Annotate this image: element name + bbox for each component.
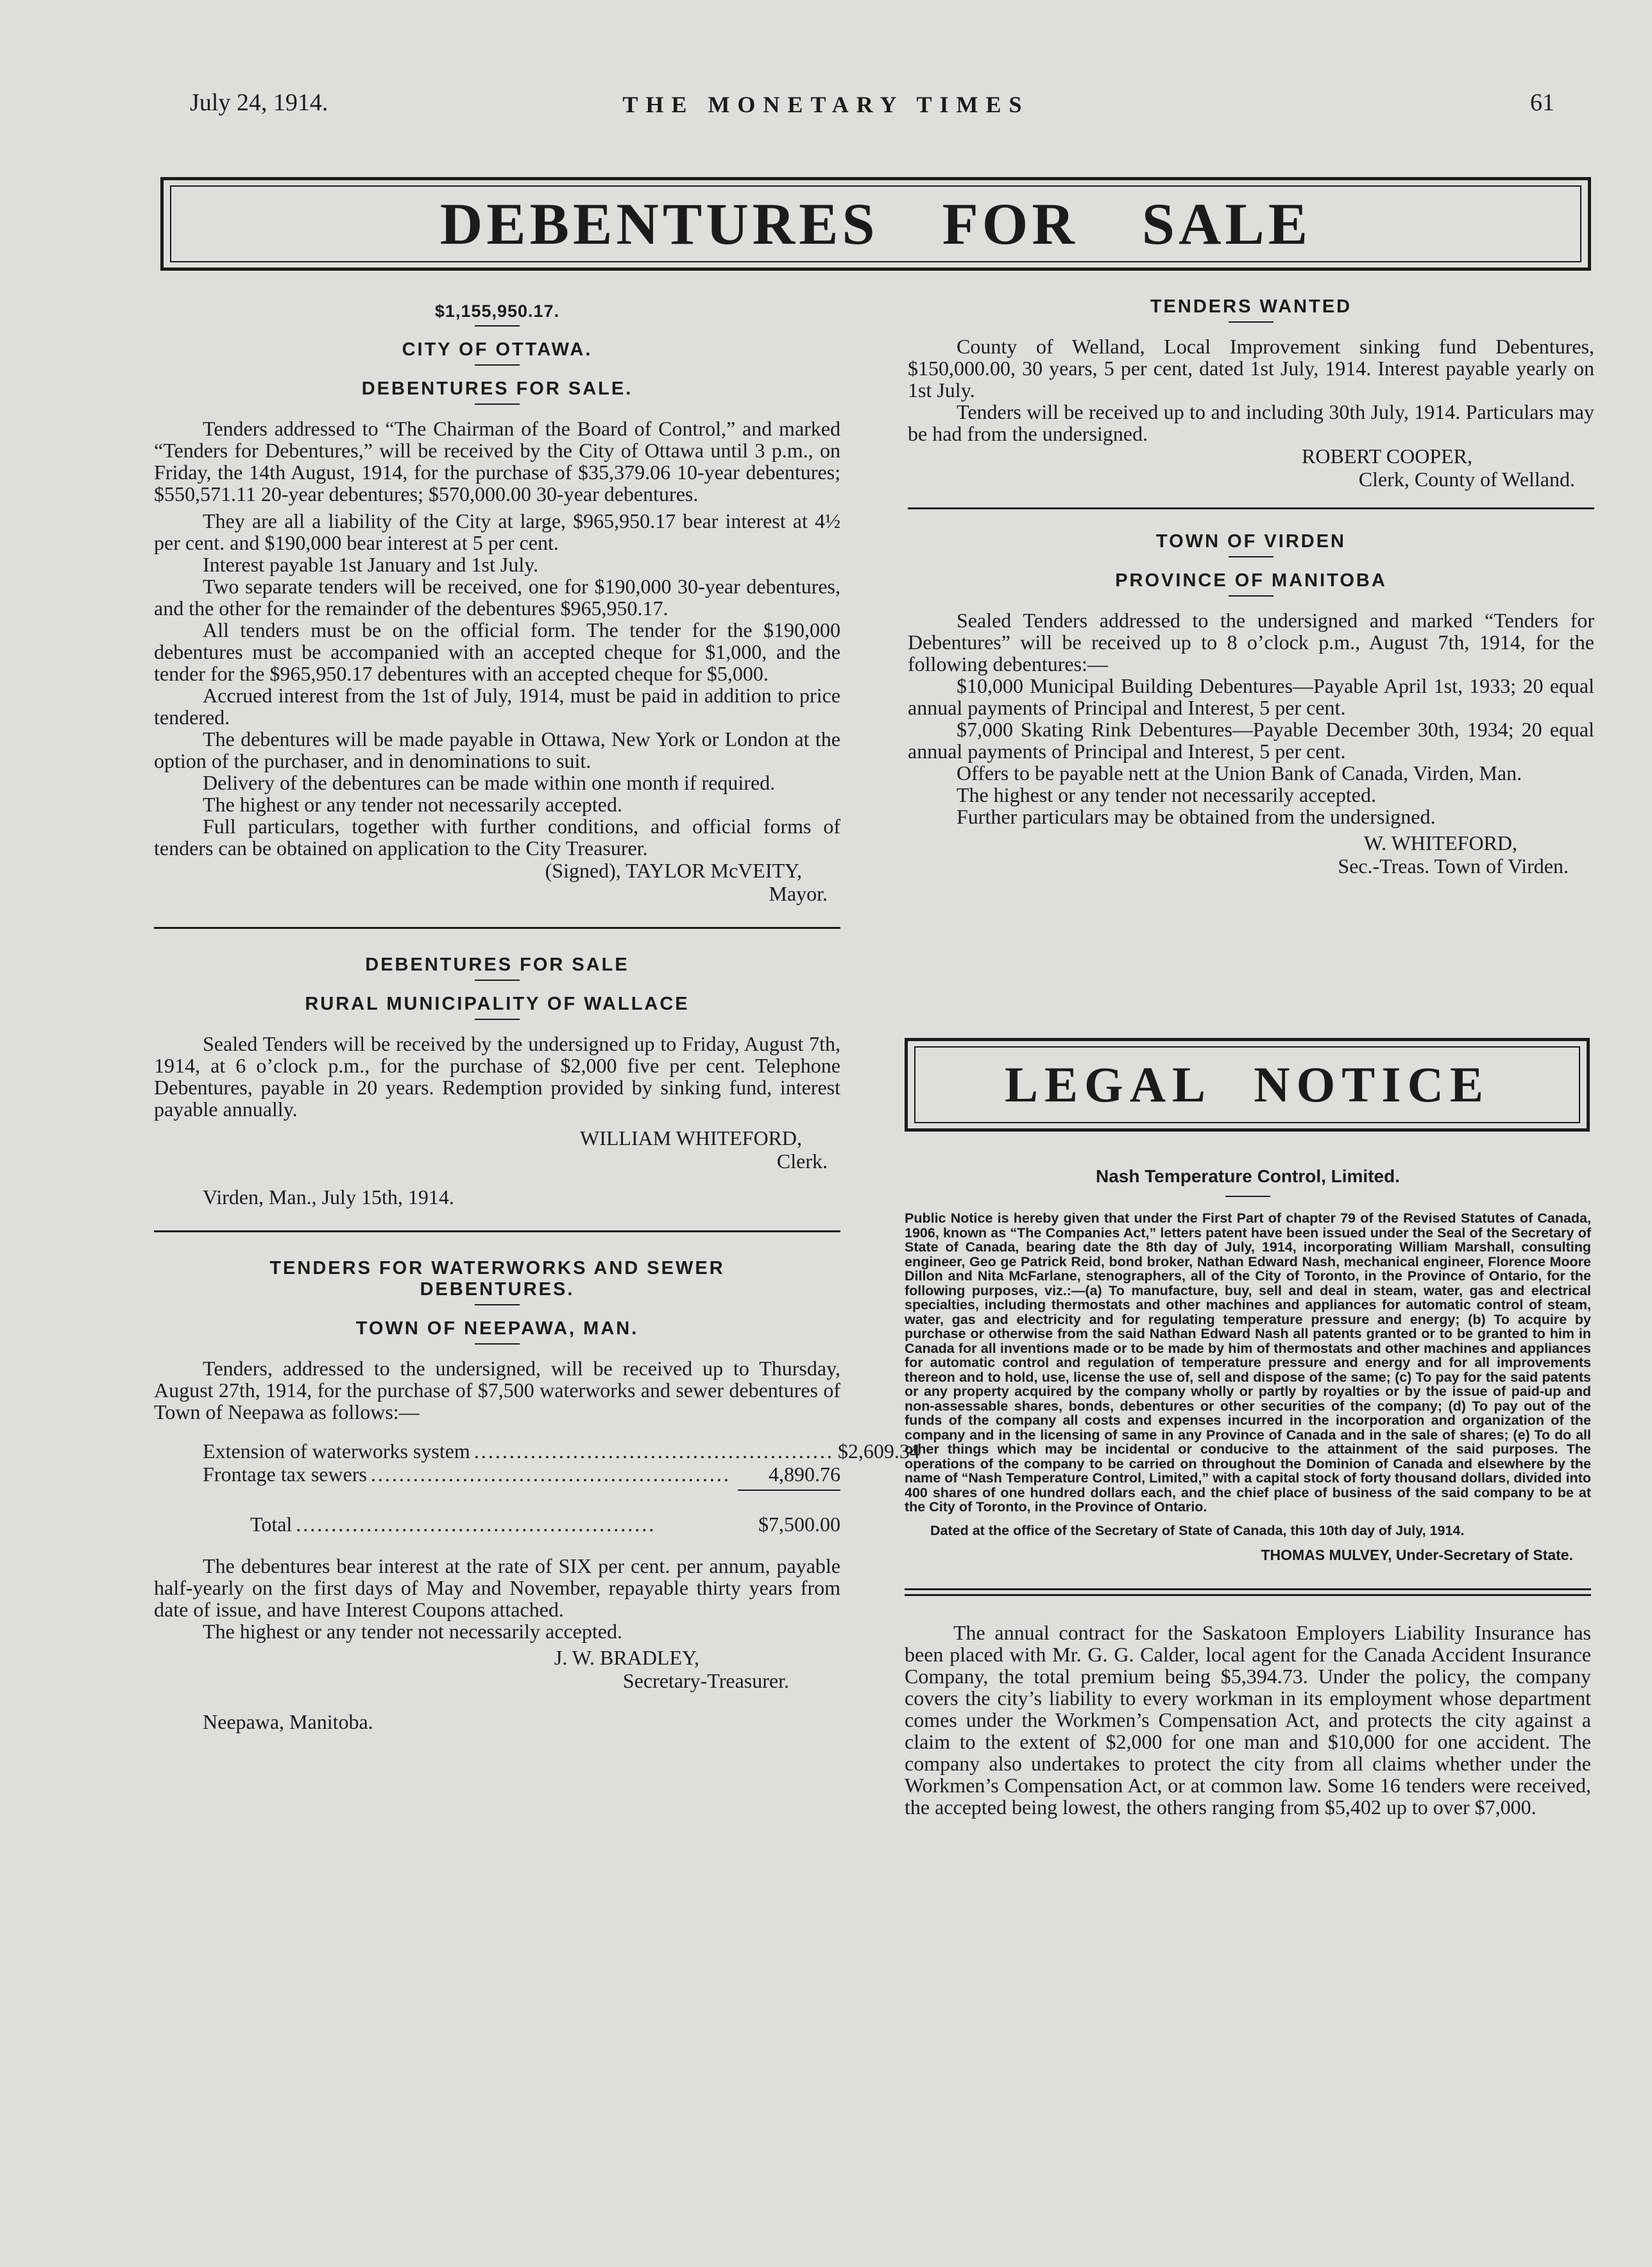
short-rule — [1225, 1196, 1270, 1197]
legal-notice — [905, 1166, 1591, 1564]
virden-paragraph: Further particulars may be obtained from the undersigned. — [957, 805, 1436, 828]
ottawa-paragraph: The highest or any tender not necessarily accepted. — [203, 793, 622, 816]
virden-signer-title: Sec.-Treas. Town of Virden. — [1338, 854, 1569, 878]
financial-row — [154, 1463, 840, 1486]
double-rule — [905, 1588, 1591, 1596]
short-rule — [475, 1019, 520, 1020]
saskatoon-news-item — [905, 1622, 1591, 1818]
banner-title: LEGAL NOTICE — [914, 1046, 1580, 1123]
ottawa-paragraph: All tenders must be on the official form. The tender for the $190,000 debentures must be accompanied with an accepted cheque for $1,000, and the tender for the $965,950.17 debentures with an accepted cheque for $5,000. — [154, 618, 840, 685]
legal-notice-banner — [905, 1038, 1590, 1132]
neepawa-paragraph: The debentures bear interest at the rate of SIX per cent. per annum, payable half-yearly on the first days of May and November, repayable thirty years from date of issue, and have Interest Coupons attached. — [154, 1554, 840, 1621]
debentures-for-sale-banner — [160, 177, 1591, 271]
ottawa-subhead: DEBENTURES FOR SALE. — [361, 378, 633, 399]
ottawa-signer-title: Mayor. — [769, 882, 828, 905]
page-number: 61 — [1530, 89, 1554, 116]
dot-leader: ................................................... — [473, 1439, 834, 1463]
wallace-signer-title: Clerk. — [776, 1150, 828, 1173]
financial-total-row — [154, 1513, 840, 1536]
short-rule — [1229, 595, 1273, 597]
wallace-subhead: RURAL MUNICIPALITY OF WALLACE — [305, 994, 690, 1014]
financial-total-label: Total — [250, 1513, 293, 1536]
saskatoon-paragraph: The annual contract for the Saskatoon Employers Liability Insurance has been placed with Mr. G. G. Calder, local agent for the Canada Accident Insurance Company, the total premium being $5,394.73. Under the policy, the company covers the city’s liability to every workman in its employment whose department comes under the Workmen’s Compensation Act, and protects the city against a claim to the extent of $2,000 for one man and $10,000 for one accident. The company also undertakes to protect the city from all claims whether under the Workmen’s Compensation Act, or at common law. Some 16 tenders were received, the accepted being lowest, the others ranging from $5,402 up to over $7,000. — [905, 1621, 1591, 1819]
neepawa-paragraph: The highest or any tender not necessarily accepted. — [203, 1620, 622, 1643]
wallace-heading: DEBENTURES FOR SALE — [365, 955, 629, 975]
section-divider — [154, 927, 840, 929]
welland-notice — [908, 296, 1594, 491]
financial-row-amount: $2,609.34 — [837, 1439, 920, 1463]
ottawa-paragraph: The debentures will be made payable in Ottawa, New York or London at the option of the purchaser, and in denominations to suit. — [154, 727, 840, 772]
virden-heading: TOWN OF VIRDEN — [1155, 531, 1347, 552]
neepawa-signer-title: Secretary-Treasurer. — [622, 1669, 789, 1692]
virden-notice — [908, 531, 1594, 878]
ottawa-city: CITY OF OTTAWA. — [402, 339, 593, 360]
neepawa-heading: TENDERS FOR WATERWORKS AND SEWER DEBENTURES. — [269, 1258, 725, 1300]
virden-signer: W. WHITEFORD, — [1363, 831, 1517, 854]
virden-paragraph: Sealed Tenders addressed to the undersigned and marked “Tenders for Debentures” will be received up to 8 o’clock p.m., August 7th, 1914, for the following debentures:— — [908, 609, 1594, 675]
right-column-lower — [905, 1166, 1591, 1818]
legal-company: Nash Temperature Control, Limited. — [1096, 1166, 1400, 1186]
wallace-paragraph: Sealed Tenders will be received by the undersigned up to Friday, August 7th, 1914, at 6 o’clock p.m., for the purchase of $2,000 five per cent. Telephone Debentures, payable in 20 years. Redemption provided by sinking fund, interest payable annually. — [154, 1032, 840, 1121]
virden-subhead: PROVINCE OF MANITOBA — [1115, 570, 1387, 591]
wallace-notice — [154, 955, 840, 1209]
ottawa-paragraph: Tenders addressed to “The Chairman of the Board of Control,” and marked “Tenders for Debentures,” will be received by the City of Ottawa until 3 p.m., on Friday, the 14th August, 1914, for the purchase of $35,379.06 10-year debentures; $550,571.11 20-year debentures; $570,000.00 30-year debentures. — [154, 417, 840, 505]
wallace-place-date: Virden, Man., July 15th, 1914. — [203, 1185, 454, 1209]
short-rule — [1229, 321, 1273, 323]
banner-title: DEBENTURES FOR SALE — [170, 185, 1581, 262]
issue-date: July 24, 1914. — [190, 89, 328, 116]
welland-signer-title: Clerk, County of Welland. — [1358, 468, 1575, 491]
short-rule — [1229, 556, 1273, 557]
ottawa-paragraph: Two separate tenders will be received, one for $190,000 30-year debentures, and the other for the remainder of the debentures $965,950.17. — [154, 575, 840, 620]
virden-paragraph: Offers to be payable nett at the Union Bank of Canada, Virden, Man. — [957, 761, 1522, 785]
neepawa-subhead: TOWN OF NEEPAWA, MAN. — [355, 1318, 639, 1339]
right-column-upper — [908, 296, 1594, 878]
welland-heading: TENDERS WANTED — [1150, 296, 1352, 317]
left-column — [154, 301, 920, 1733]
section-divider — [154, 1230, 840, 1232]
financial-row — [154, 1439, 920, 1463]
virden-paragraph: $7,000 Skating Rink Debentures—Payable December 30th, 1934; 20 equal annual payments of Principal and Interest, 5 per cent. — [908, 718, 1594, 763]
legal-dated: Dated at the office of the Secretary of State of Canada, this 10th day of July, 1914. — [930, 1522, 1465, 1538]
short-rule — [475, 1304, 520, 1305]
financial-row-label: Frontage tax sewers — [203, 1463, 367, 1486]
ottawa-paragraph: Full particulars, together with further conditions, and official forms of tenders can be obtained on application to the City Treasurer. — [154, 815, 840, 860]
section-divider — [908, 507, 1594, 509]
short-rule — [475, 1343, 520, 1345]
ottawa-amount: $1,155,950.17. — [434, 301, 560, 321]
neepawa-place: Neepawa, Manitoba. — [203, 1710, 373, 1733]
legal-body: Public Notice is hereby given that under the First Part of chapter 79 of the Revised Statutes of Canada, 1906, known as “The Companies Act,” letters patent have been issued under the Seal of the Secretary of State of Canada, bearing date the 8th day of July, 1914, incorporating William Marshall, consulting engineer, Geo ge Patrick Reid, bond broker, Nathan Edward Nash, mechanical engineer, Florence Moore Dillon and Nita McFarlane, stenographers, all of the City of Toronto, in the Province of Ontario, for the following purposes, viz.:—(a) To manufacture, buy, sell and deal in steam, water, gas and electrical specialties, including thermostats and other machines and appliances for automatic control of steam, water, gas and electricity and for regulating temperature pressure and energy; (b) To acquire by purchase or otherwise from the said Nathan Edward Nash all patents granted or to be granted to him in Canada for all inventions made or to be made by him of thermostats and other machines and appliances for automatic control and regulation of temperature pressure and energy and for all improvements thereon and to hold, use, license the use of, sell and dispose of the same; (c) To pay for the said patents or any property acquired by the company wholly or partly by royalties or by the issue of paid-up and non-assessable shares, bonds, debentures or other securities of the company; (d) To pay out of the funds of the company all costs and expenses incurred in the incorporation and organization of the company and in the licensing of same in any Province of Canada and in the sale of shares; (e) To do all other things which may be incidental or conducive to the attainment of the said purposes. The operations of the company to be carried on throughout the Dominion of Canada and elsewhere by the name of “Nash Temperature Control, Limited,” with a capital stock of forty thousand dollars, divided into 400 shares of one hundred dollars each, and the chief place of business of the said company to be at the City of Toronto, in the Province of Ontario. — [905, 1210, 1591, 1515]
neepawa-intro: Tenders, addressed to the undersigned, will be received up to Thursday, August 27th, 1914, for the purchase of $7,500 waterworks and sewer debentures of Town of Neepawa as follows:— — [154, 1357, 840, 1423]
neepawa-financial-table — [154, 1439, 920, 1536]
neepawa-signer: J. W. BRADLEY, — [554, 1646, 699, 1669]
virden-paragraph: The highest or any tender not necessarily accepted. — [957, 783, 1376, 806]
short-rule — [475, 364, 520, 366]
short-rule — [475, 980, 520, 981]
dot-leader: ................................................... — [370, 1463, 731, 1486]
wallace-signer: WILLIAM WHITEFORD, — [579, 1126, 802, 1150]
legal-signer: THOMAS MULVEY, Under-Secretary of State. — [1261, 1547, 1573, 1563]
financial-row-amount: 4,890.76 — [769, 1463, 840, 1486]
ottawa-paragraph: Delivery of the debentures can be made within one month if required. — [203, 771, 776, 794]
ottawa-notice — [154, 301, 840, 905]
financial-row-label: Extension of waterworks system — [203, 1439, 470, 1463]
financial-total-amount: $7,500.00 — [758, 1513, 840, 1536]
ottawa-paragraph: They are all a liability of the City at large, $965,950.17 bear interest at 4½ per cent. and $190,000 bear interest at 5 per cent. — [154, 509, 840, 554]
dot-leader: ................................................... — [296, 1513, 656, 1536]
welland-paragraph: County of Welland, Local Improvement sinking fund Debentures, $150,000.00, 30 years, 5 per cent, dated 1st July, 1914. Interest payable yearly on 1st July. — [908, 335, 1594, 402]
ottawa-signature: (Signed), TAYLOR McVEITY, — [545, 859, 802, 882]
short-rule — [475, 403, 520, 405]
publication-title: THE MONETARY TIMES — [622, 92, 1030, 117]
total-rule — [738, 1490, 840, 1491]
welland-signer: ROBERT COOPER, — [1302, 445, 1472, 468]
ottawa-paragraph: Interest payable 1st January and 1st July. — [203, 553, 539, 576]
virden-paragraph: $10,000 Municipal Building Debentures—Payable April 1st, 1933; 20 equal annual payments of Principal and Interest, 5 per cent. — [908, 674, 1594, 719]
short-rule — [475, 325, 520, 327]
neepawa-notice — [154, 1258, 920, 1733]
welland-paragraph: Tenders will be received up to and including 30th July, 1914. Particulars may be had from the undersigned. — [908, 400, 1594, 445]
ottawa-paragraph: Accrued interest from the 1st of July, 1914, must be paid in addition to price tendered. — [154, 684, 840, 729]
